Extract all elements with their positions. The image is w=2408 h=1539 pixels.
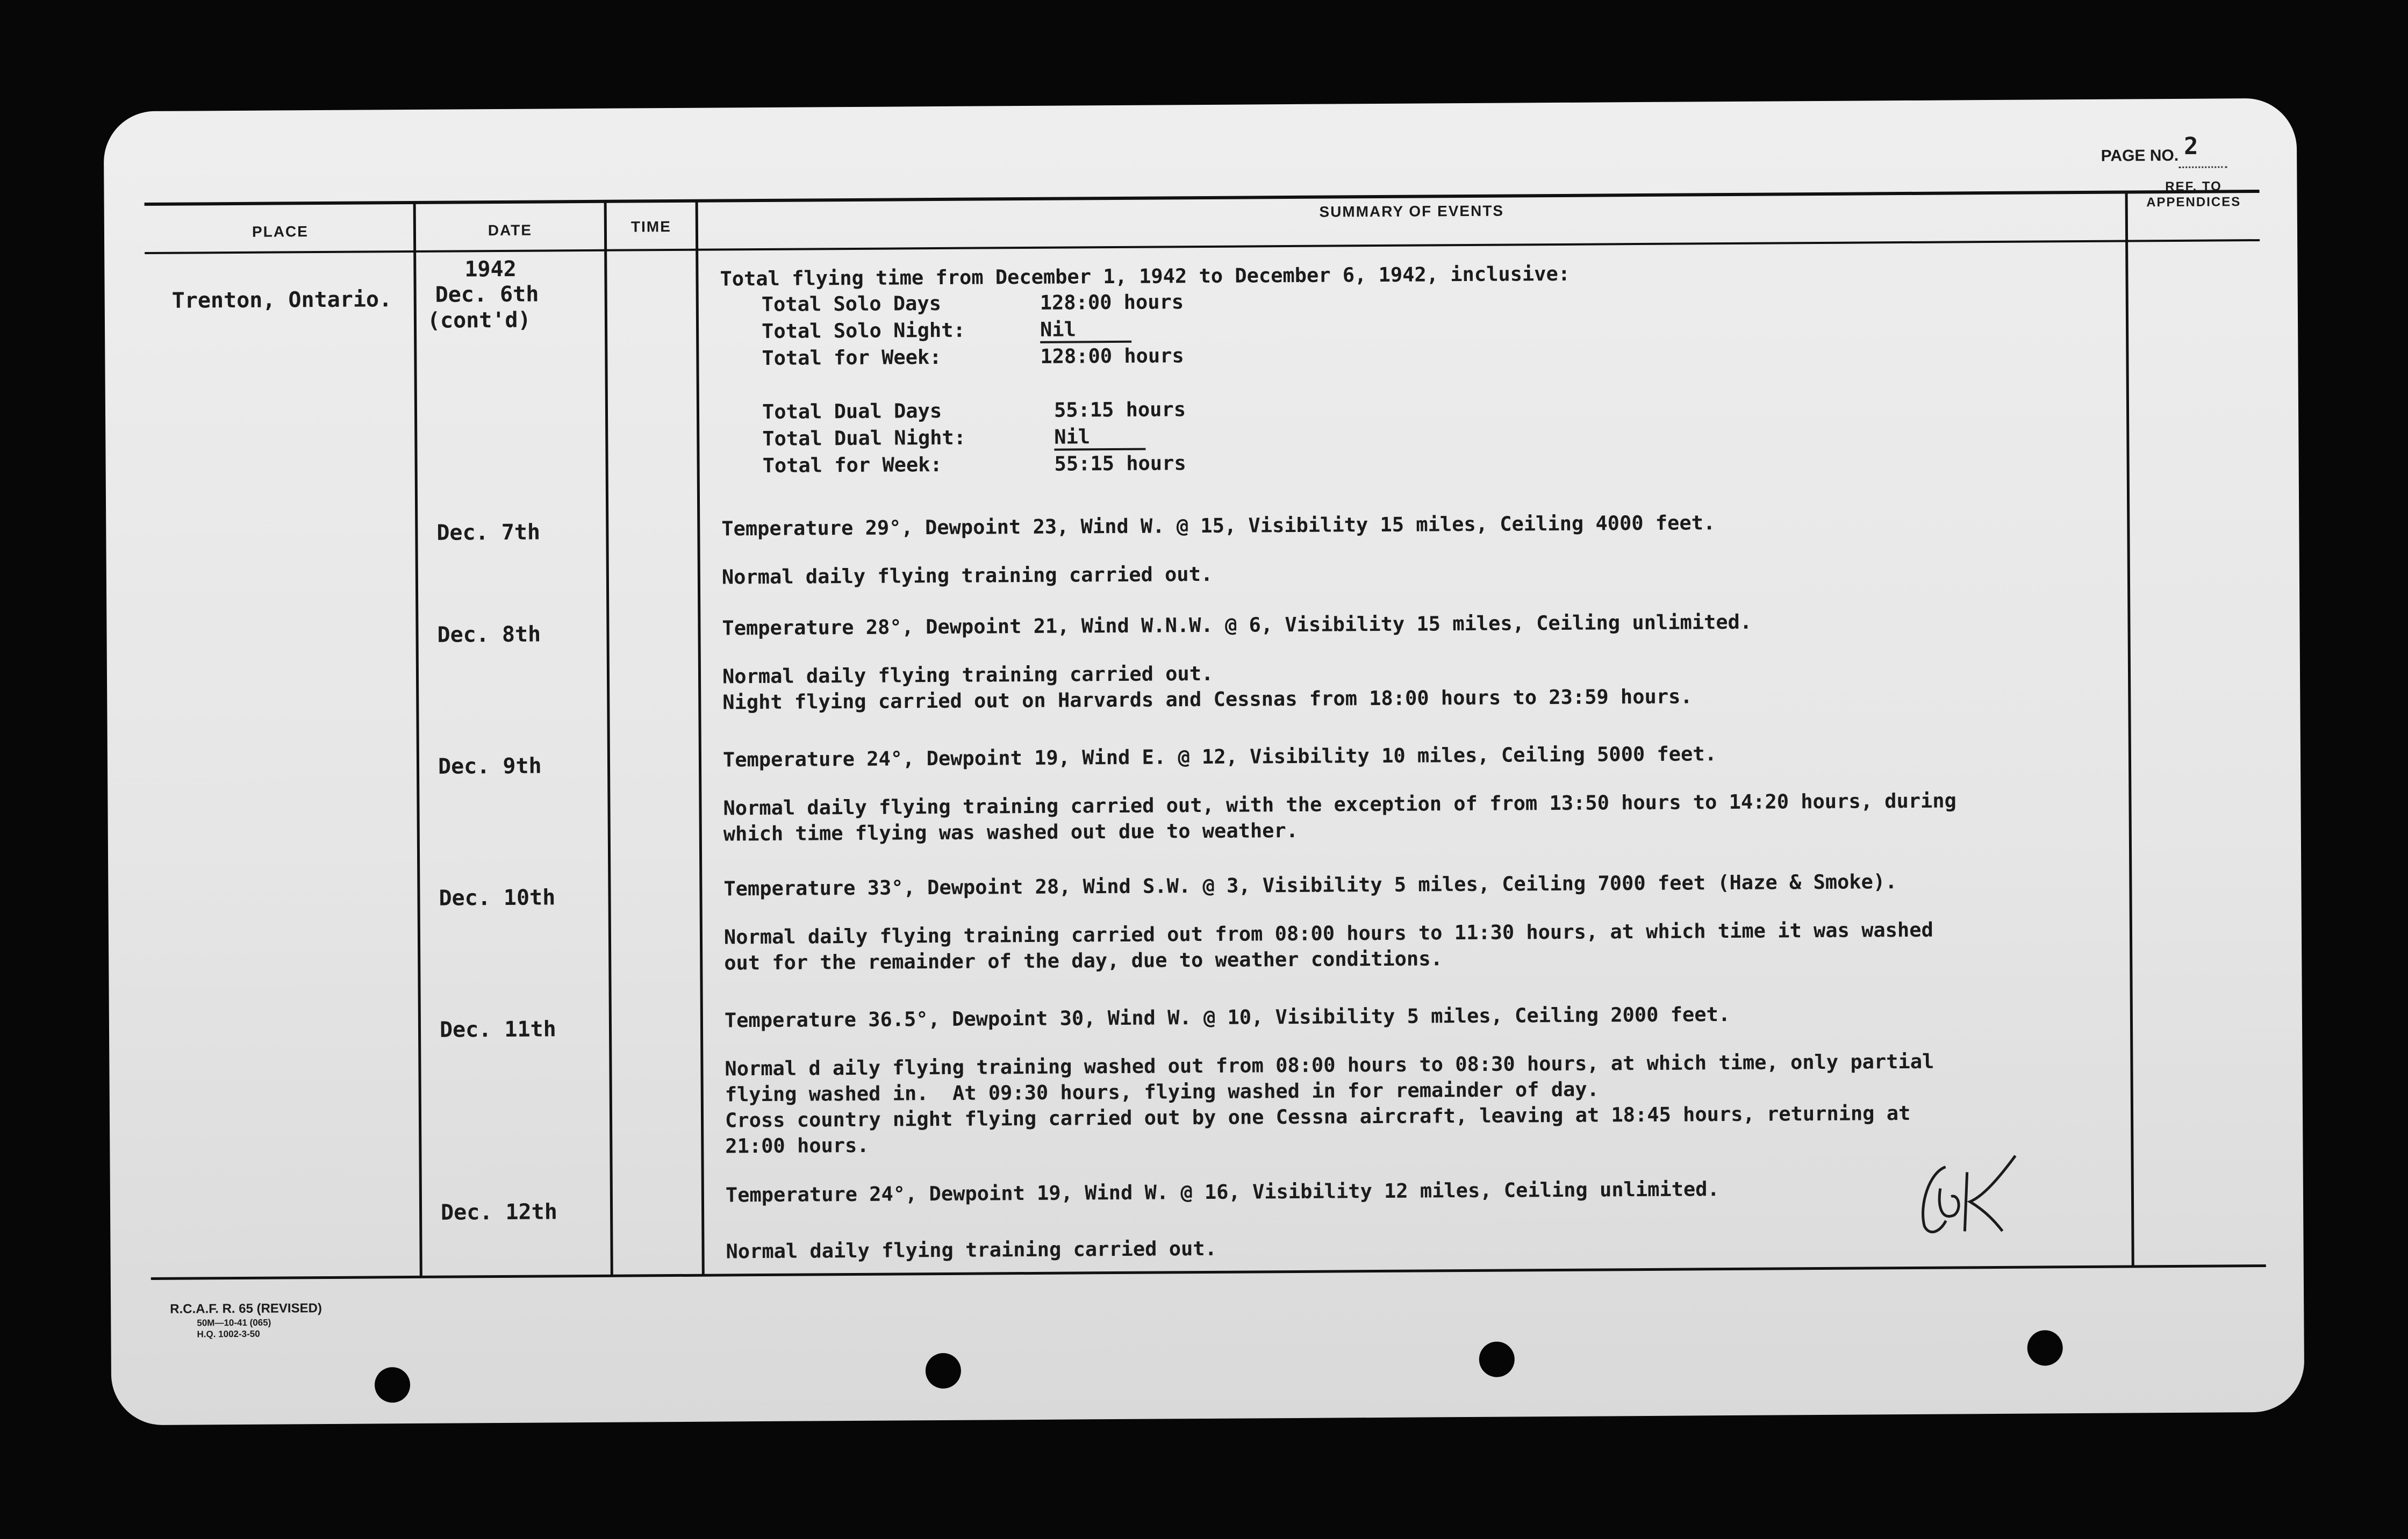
- date-dec-12: Dec. 12th: [440, 1199, 557, 1225]
- dec-8-note: Normal daily flying training carried out. Night flying carried out on Harvards and Cessnas from 18:00 hours to 23:59 hours.: [722, 661, 1693, 714]
- date-dec-8: Dec. 8th: [437, 622, 541, 648]
- column-divider-place: [413, 204, 422, 1277]
- dec-11-weather: Temperature 36.5°, Dewpoint 30, Wind W. @ 10, Visibility 5 miles, Ceiling 2000 feet.: [724, 1003, 1731, 1032]
- date-dec-9: Dec. 9th: [438, 753, 542, 779]
- dual-night-label: Total Dual Night:: [762, 426, 966, 451]
- dec-12-weather: Temperature 24°, Dewpoint 19, Wind W. @ 16, Visibility 12 miles, Ceiling unlimited.: [725, 1177, 1719, 1207]
- punch-hole-4: [2027, 1330, 2062, 1365]
- dec-7-weather: Temperature 29°, Dewpoint 23, Wind W. @ 15, Visibility 15 miles, Ceiling 4000 feet.: [721, 511, 1716, 541]
- dual-week-label: Total for Week:: [762, 452, 942, 478]
- solo-day-value: 128:00 hours: [1040, 290, 1184, 314]
- diary-form-card: [104, 98, 2305, 1426]
- header-rule: [145, 239, 2260, 254]
- solo-week-label: Total for Week:: [762, 345, 942, 370]
- column-divider-summary: [2125, 193, 2134, 1267]
- initials-signature: [1908, 1150, 2037, 1242]
- solo-night-value: Nil: [1040, 318, 1131, 343]
- form-identifier: [170, 1300, 322, 1340]
- dual-night-value: Nil: [1054, 425, 1145, 451]
- punch-hole-3: [1479, 1341, 1515, 1377]
- solo-night-label: Total Solo Night:: [761, 318, 965, 343]
- totals-heading: Total flying time from December 1, 1942 to December 6, 1942, inclusive:: [720, 262, 1571, 291]
- header-time: TIME: [630, 218, 671, 235]
- page-number-value: 2: [2183, 132, 2198, 160]
- dual-day-label: Total Dual Days: [762, 399, 942, 424]
- page-number-label: PAGE NO.: [2101, 146, 2179, 165]
- bottom-rule: [151, 1264, 2266, 1280]
- column-divider-time: [696, 202, 705, 1276]
- date-dec-11: Dec. 11th: [439, 1017, 556, 1042]
- header-date: DATE: [488, 221, 533, 239]
- dual-day-value: 55:15 hours: [1054, 398, 1186, 422]
- header-place: PLACE: [252, 223, 309, 240]
- dual-week-value: 55:15 hours: [1054, 451, 1186, 476]
- dec-10-weather: Temperature 33°, Dewpoint 28, Wind S.W. @ 3, Visibility 5 miles, Ceiling 7000 feet (Haze & Smoke).: [723, 870, 1897, 901]
- dec-7-note: Normal daily flying training carried out.: [721, 562, 1213, 589]
- place-value: Trenton, Ontario.: [171, 287, 392, 313]
- date-dec-6: Dec. 6th: [435, 282, 539, 307]
- dec-12-note: Normal daily flying training carried out.: [726, 1236, 1217, 1263]
- dec-9-note: Normal daily flying training carried out, with the exception of from 13:50 hours to 14:20 hours, during which time flying was washed out due to weather.: [723, 789, 1957, 846]
- punch-hole-1: [375, 1367, 410, 1403]
- dec-9-weather: Temperature 24°, Dewpoint 19, Wind E. @ 12, Visibility 10 miles, Ceiling 5000 feet.: [722, 742, 1717, 772]
- dec-10-note: Normal daily flying training carried out from 08:00 hours to 11:30 hours, at which time it was washed out for the remainder of the day, due to weather conditions.: [723, 918, 1933, 975]
- dec-11-note: Normal d aily flying training washed out from 08:00 hours to 08:30 hours, at which time, only partial flying washed in. At 09:30 hours, flying washed in for remainder of day. Cross country night flying carried out by one Cessna aircraft, leaving at 18:45 hours, returning at 21:00 hours.: [725, 1049, 1934, 1158]
- header-ref-appendices: REF. TO APPENDICES: [2146, 179, 2241, 210]
- form-hq-ref: H.Q. 1002-3-50: [197, 1328, 260, 1340]
- date-dec-7: Dec. 7th: [436, 520, 541, 545]
- punch-hole-2: [926, 1353, 961, 1389]
- date-dec-10: Dec. 10th: [439, 885, 556, 911]
- date-continued: (cont'd): [427, 307, 531, 333]
- column-divider-date: [604, 203, 613, 1276]
- form-print-run: 50M—10-41 (065): [197, 1317, 271, 1328]
- solo-day-label: Total Solo Days: [761, 291, 942, 317]
- dec-8-weather: Temperature 28°, Dewpoint 21, Wind W.N.W. @ 6, Visibility 15 miles, Ceiling unlimited.: [722, 610, 1752, 640]
- solo-week-value: 128:00 hours: [1040, 344, 1184, 368]
- page-number: [2101, 132, 2227, 168]
- header-summary: SUMMARY OF EVENTS: [1319, 202, 1504, 220]
- date-year: 1942: [464, 256, 517, 282]
- form-code: R.C.A.F. R. 65 (REVISED): [170, 1301, 322, 1317]
